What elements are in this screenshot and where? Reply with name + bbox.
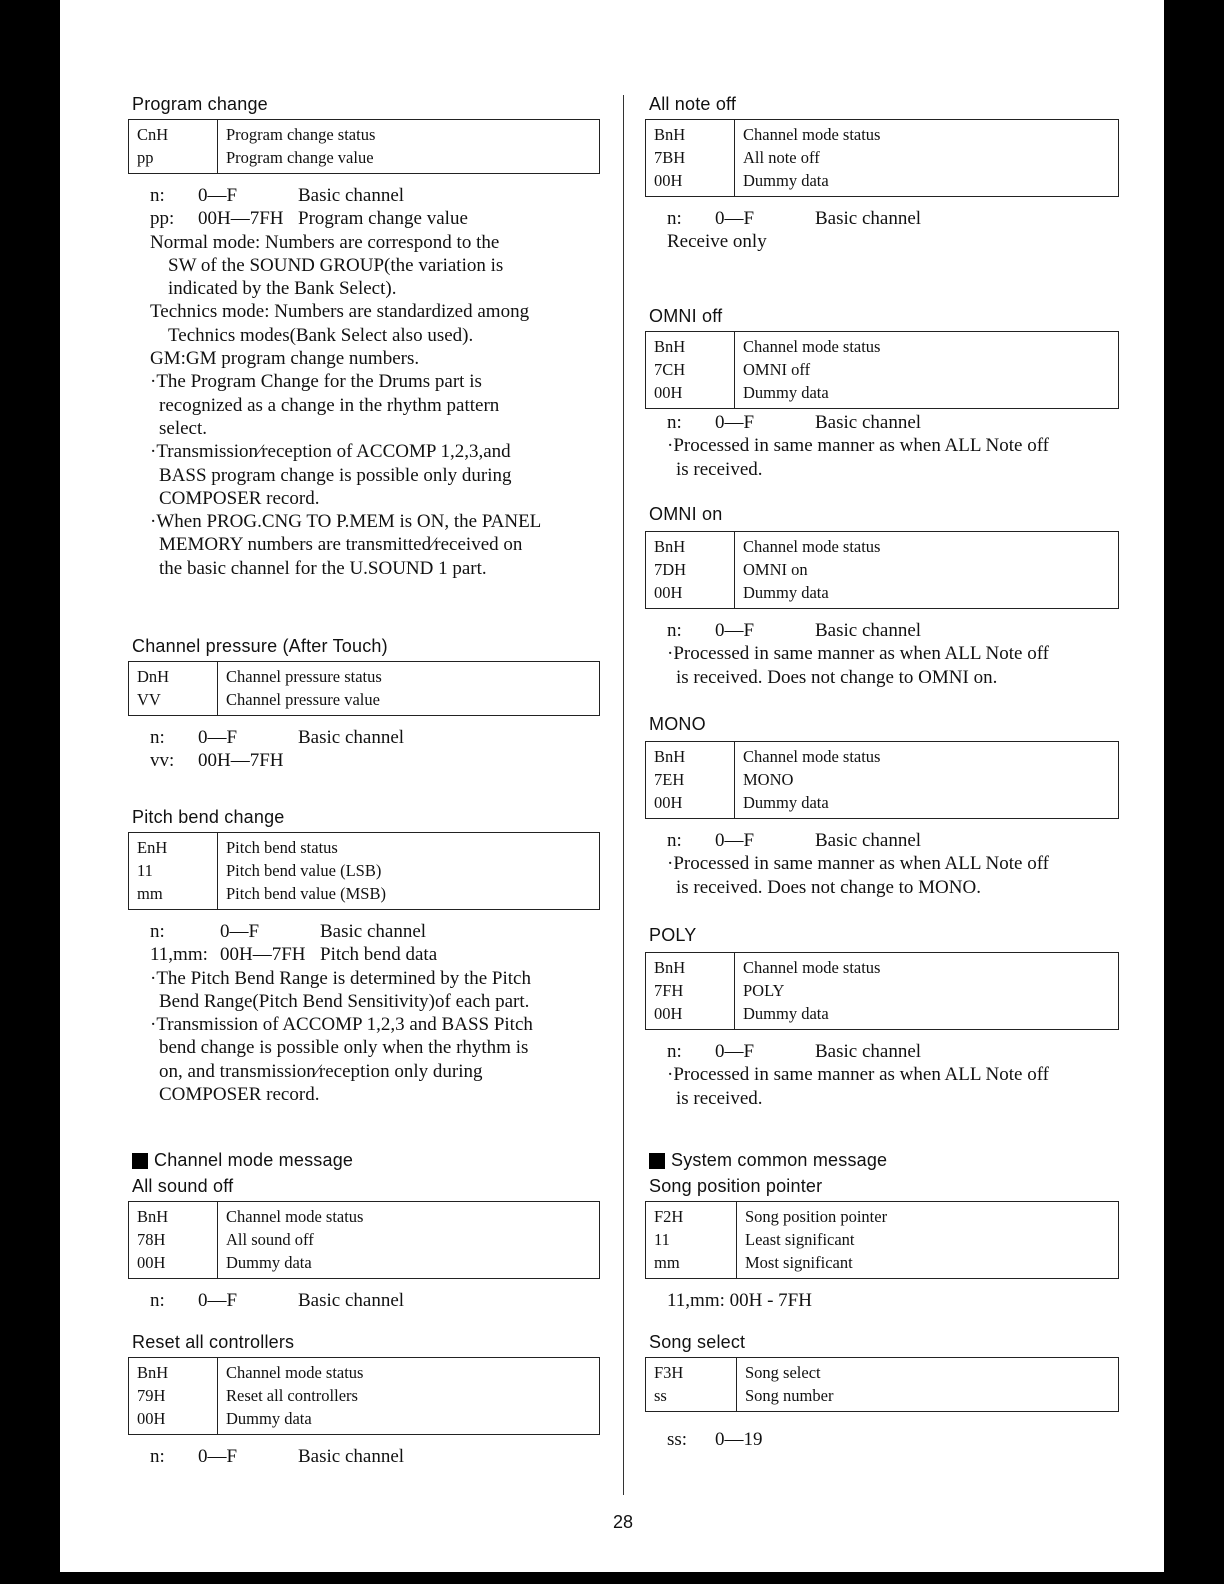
table-row: 79H Reset all controllers (129, 1384, 600, 1407)
bullet-line: ·Processed in same manner as when ALL Note off (667, 435, 1050, 457)
section-notes (128, 1445, 600, 1468)
message-table (128, 661, 600, 716)
bullet-line: ·The Program Change for the Drums part is (150, 371, 482, 393)
bullet-line: ·When PROG.CNG TO P.MEM is ON, the PANEL (150, 511, 542, 533)
table-row: BnH Channel mode status (646, 953, 1119, 980)
table-row: 11 Least significant (646, 1228, 1119, 1251)
table-row: F3H Song select (646, 1358, 1119, 1385)
message-table (645, 741, 1119, 819)
n-range-line: n: 0—F Basic channel (150, 1446, 405, 1467)
note-line: is received. Does not change to MONO. (676, 876, 981, 898)
section-title: All sound off (132, 1176, 234, 1196)
scan-border-right (1164, 0, 1224, 1584)
section-notes (645, 411, 1119, 481)
note-line: Receive only (667, 231, 767, 253)
omni-on-section (645, 504, 1119, 689)
lm-range-line: 11,mm: 00H—7FH Pitch bend data (150, 944, 438, 966)
message-table (645, 531, 1119, 609)
table-row: F2H Song position pointer (646, 1202, 1119, 1229)
scan-border-left (0, 0, 60, 1584)
all-note-off-section (645, 94, 1119, 254)
reset-all-controllers-section (128, 1332, 600, 1468)
table-row: 00H Dummy data (129, 1407, 600, 1435)
section-title: OMNI off (649, 306, 723, 326)
note-line: is received. (676, 458, 763, 480)
message-table (128, 1201, 600, 1279)
section-title: Song select (649, 1332, 746, 1352)
omni-off-section (645, 306, 1119, 481)
bullet-line: ·Processed in same manner as when ALL Note off (667, 643, 1050, 665)
message-table (645, 119, 1119, 197)
section-notes (645, 1428, 1119, 1451)
square-bullet-icon (649, 1153, 665, 1169)
note-line: on, and transmission∕reception only during (159, 1060, 483, 1082)
bullet-line: ·Transmission∕reception of ACCOMP 1,2,3,and (150, 441, 511, 463)
table-row: 7CH OMNI off (646, 358, 1119, 381)
section-title: All note off (649, 94, 737, 114)
table-row: 00H Dummy data (646, 1002, 1119, 1030)
section-notes (645, 1040, 1119, 1110)
section-title: Pitch bend change (132, 807, 285, 827)
note-line: COMPOSER record. (159, 1084, 320, 1106)
note-line: MEMORY numbers are transmitted∕received on (159, 534, 523, 556)
table-row: EnH Pitch bend status (129, 833, 600, 860)
table-row: 11 Pitch bend value (LSB) (129, 859, 600, 882)
message-table (128, 1357, 600, 1435)
section-notes (645, 619, 1119, 689)
table-row: BnH Channel mode status (646, 332, 1119, 359)
table-row: CnH Program change status (129, 120, 600, 147)
table-row: 7DH OMNI on (646, 558, 1119, 581)
note-line: is received. (676, 1087, 763, 1109)
table-row: 7BH All note off (646, 146, 1119, 169)
section-notes (645, 207, 1119, 254)
program-change-section (128, 94, 600, 580)
mono-section (645, 714, 1119, 899)
section-title: Program change (132, 94, 268, 114)
ss-range-line: ss: 0—19 (667, 1429, 763, 1450)
section-title: Reset all controllers (132, 1332, 295, 1352)
note-line: is received. Does not change to OMNI on. (676, 666, 998, 688)
table-row: VV Channel pressure value (129, 688, 600, 716)
section-notes (645, 1289, 1119, 1312)
note-line: indicated by the Bank Select). (168, 278, 397, 300)
vv-range-line: vv: 00H—7FH (150, 750, 284, 772)
section-title: Channel pressure (After Touch) (132, 636, 388, 656)
square-bullet-icon (132, 1153, 148, 1169)
note-line: Normal mode: Numbers are correspond to the (150, 231, 500, 253)
n-range-line: n: 0—F Basic channel (667, 208, 922, 229)
section-notes (128, 184, 600, 580)
major-heading-text: System common message (671, 1150, 888, 1170)
n-range-line: n: 0—F Basic channel (150, 185, 405, 206)
all-sound-off-section (128, 1176, 600, 1312)
note-line: GM:GM program change numbers. (150, 348, 420, 370)
pp-range-line: pp: 00H—7FH Program change value (150, 208, 468, 230)
scan-border-bottom (0, 1572, 1224, 1584)
table-row: DnH Channel pressure status (129, 662, 600, 689)
table-row: ss Song number (646, 1384, 1119, 1412)
n-range-line: n: 0—F Basic channel (150, 921, 427, 942)
n-range-line: n: 0—F Basic channel (150, 727, 405, 748)
note-line: recognized as a change in the rhythm pattern (159, 394, 500, 416)
song-select-section (645, 1332, 1119, 1451)
section-title: MONO (649, 714, 706, 734)
section-title: OMNI on (649, 504, 723, 524)
note-line: the basic channel for the U.SOUND 1 part. (159, 557, 487, 579)
table-row: BnH Channel mode status (646, 120, 1119, 147)
note-line: SW of the SOUND GROUP(the variation is (168, 254, 504, 276)
note-line: Technics mode: Numbers are standardized among (150, 301, 530, 323)
table-row: 7EH MONO (646, 768, 1119, 791)
message-table (128, 832, 600, 910)
channel-pressure-section (128, 636, 600, 773)
table-row: 00H Dummy data (646, 791, 1119, 819)
table-row: 00H Dummy data (646, 381, 1119, 409)
table-row: 00H Dummy data (129, 1251, 600, 1279)
bullet-line: ·Processed in same manner as when ALL Note off (667, 853, 1050, 875)
table-row: BnH Channel mode status (129, 1358, 600, 1385)
n-range-line: n: 0—F Basic channel (667, 620, 922, 641)
message-table (645, 331, 1119, 409)
song-position-section (645, 1176, 1119, 1312)
channel-mode-heading (128, 1150, 600, 1175)
note-line: bend change is possible only when the rhythm is (159, 1037, 529, 1059)
bullet-line: ·Transmission of ACCOMP 1,2,3 and BASS Pitch (150, 1014, 533, 1036)
section-notes (128, 920, 600, 1106)
note-line: Bend Range(Pitch Bend Sensitivity)of each part. (159, 990, 530, 1012)
pitch-bend-section (128, 807, 600, 1106)
message-table (128, 119, 600, 174)
table-row: 00H Dummy data (646, 581, 1119, 609)
table-row: BnH Channel mode status (646, 742, 1119, 769)
table-row: 7FH POLY (646, 979, 1119, 1002)
table-row: 78H All sound off (129, 1228, 600, 1251)
message-table (645, 952, 1119, 1030)
section-notes (128, 726, 600, 773)
note-line: Technics modes(Bank Select also used). (168, 324, 474, 346)
poly-section (645, 925, 1119, 1110)
bullet-line: ·The Pitch Bend Range is determined by the Pitch (150, 967, 531, 989)
table-row: BnH Channel mode status (129, 1202, 600, 1229)
n-range-line: n: 0—F Basic channel (667, 412, 922, 433)
note-line: COMPOSER record. (159, 487, 320, 509)
table-row: mm Most significant (646, 1251, 1119, 1279)
note-line: BASS program change is possible only during (159, 464, 512, 486)
n-range-line: n: 0—F Basic channel (667, 1041, 922, 1062)
column-divider (623, 95, 624, 1495)
table-row: 00H Dummy data (646, 169, 1119, 197)
major-heading-text: Channel mode message (154, 1150, 354, 1170)
section-title: Song position pointer (649, 1176, 823, 1196)
section-notes (645, 829, 1119, 899)
system-common-heading (645, 1150, 1119, 1175)
note-line: 11,mm: 00H - 7FH (667, 1290, 812, 1311)
table-row: BnH Channel mode status (646, 532, 1119, 559)
page-number: 28 (612, 1512, 634, 1532)
section-title: POLY (649, 925, 697, 945)
message-table (645, 1357, 1119, 1412)
table-row: mm Pitch bend value (MSB) (129, 882, 600, 910)
n-range-line: n: 0—F Basic channel (667, 830, 922, 851)
section-notes (128, 1289, 600, 1312)
bullet-line: ·Processed in same manner as when ALL Note off (667, 1064, 1050, 1086)
table-row: pp Program change value (129, 146, 600, 174)
message-table (645, 1201, 1119, 1279)
n-range-line: n: 0—F Basic channel (150, 1290, 405, 1311)
note-line: select. (159, 417, 208, 439)
